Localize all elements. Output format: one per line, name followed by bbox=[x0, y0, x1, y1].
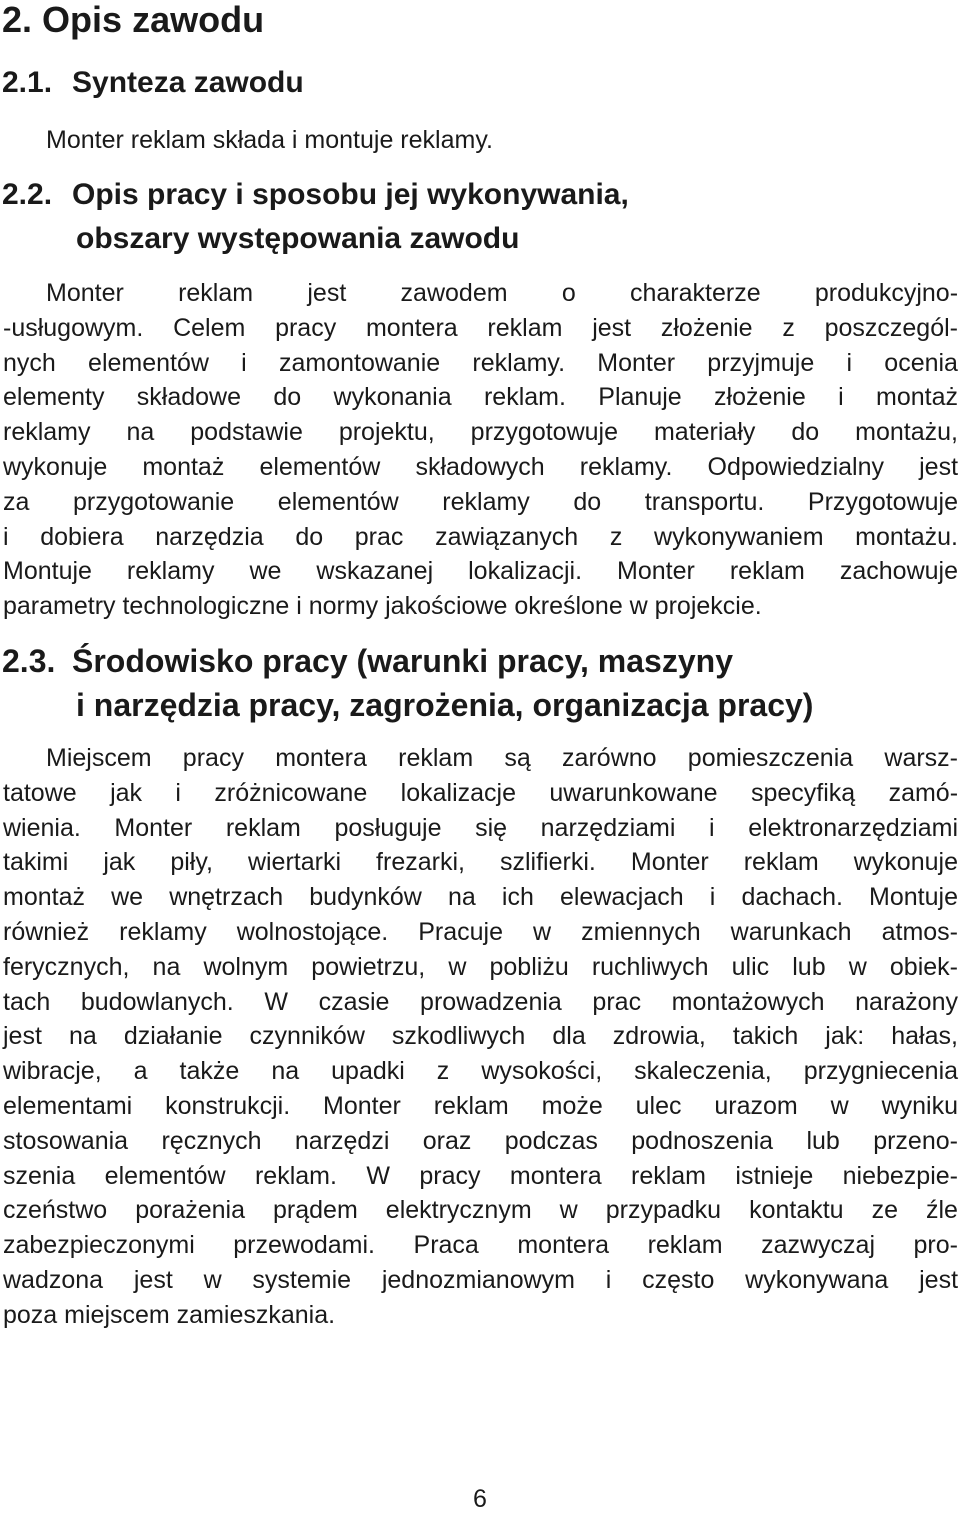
subsection-2-1-heading bbox=[2, 61, 304, 105]
paragraph-line: szenia elementów reklam. W pracy montera reklam istnieje niebezpie- bbox=[3, 1161, 958, 1190]
paragraph-line: za przygotowanie elementów reklamy do transportu. Przygotowuje bbox=[3, 487, 958, 516]
subsection-2-3-title-line1: Środowisko pracy (warunki pracy, maszyny bbox=[72, 643, 733, 679]
subsection-2-1-text: Monter reklam składa i montuje reklamy. bbox=[46, 126, 493, 154]
section-heading bbox=[2, 0, 264, 42]
paragraph-line: Monter reklam jest zawodem o charakterze produkcyjno- bbox=[46, 279, 959, 307]
paragraph-line: reklamy na podstawie projektu, przygotowuje materiały do montażu, bbox=[3, 418, 958, 447]
subsection-2-2-heading bbox=[2, 173, 629, 217]
subsection-2-2-paragraph bbox=[3, 276, 958, 624]
paragraph-line: wienia. Monter reklam posługuje się narzędziami i elektronarzędziami bbox=[3, 813, 959, 842]
subsection-2-3-paragraph bbox=[3, 741, 958, 1333]
page-number: 6 bbox=[473, 1485, 487, 1513]
paragraph-line: stosowania ręcznych narzędzi oraz podczas podnoszenia lub przeno- bbox=[3, 1126, 958, 1155]
paragraph-line: i dobiera narzędzia do prac zawiązanych z wykonywaniem montażu. bbox=[3, 522, 959, 551]
paragraph-line: zabezpieczonymi przewodami. Praca montera reklam zazwyczaj pro- bbox=[3, 1231, 958, 1260]
paragraph-line: poza miejscem zamieszkania. bbox=[3, 1300, 336, 1329]
paragraph-line: czeństwo porażenia prądem elektrycznym w przypadku kontaktu ze źle bbox=[3, 1196, 958, 1225]
paragraph-line: -usługowym. Celem pracy montera reklam jest złożenie z poszczegól- bbox=[3, 313, 958, 342]
subsection-2-3-title-line2: i narzędzia pracy, zagrożenia, organizacja pracy) bbox=[76, 687, 814, 723]
paragraph-line: wykonuje montaż elementów składowych reklamy. Odpowiedzialny jest bbox=[3, 452, 959, 481]
paragraph-line: tach budowlanych. W czasie prowadzenia prac montażowych narażony bbox=[3, 987, 958, 1016]
subsection-2-2-title-line1: Opis pracy i sposobu jej wykonywania, bbox=[72, 178, 629, 211]
paragraph-line: również reklamy wolnostojące. Pracuje w zmiennych warunkach atmos- bbox=[3, 917, 959, 946]
paragraph-line: tatowe jak i zróżnicowane lokalizacje uwarunkowane specyfiką zamó- bbox=[3, 778, 959, 807]
subsection-2-1-title: Synteza zawodu bbox=[72, 66, 304, 99]
paragraph-line: elementy składowe do wykonania reklam. Planuje złożenie i montaż bbox=[3, 383, 958, 412]
subsection-2-1-number: 2.1. bbox=[2, 66, 53, 99]
paragraph-line: takimi jak piły, wiertarki frezarki, szlifierki. Monter reklam wykonuje bbox=[3, 848, 958, 877]
paragraph-line: wibracje, a także na upadki z wysokości, skaleczenia, przygniecenia bbox=[3, 1057, 959, 1086]
paragraph-line: montaż we wnętrzach budynków na ich elewacjach i dachach. Montuje bbox=[3, 883, 958, 912]
section-number: 2. bbox=[2, 0, 33, 40]
section-title: Opis zawodu bbox=[42, 0, 265, 40]
paragraph-line: elementami konstrukcji. Monter reklam może ulec urazom w wyniku bbox=[3, 1091, 958, 1120]
subsection-2-3-number: 2.3. bbox=[2, 643, 56, 679]
paragraph-line: ferycznych, na wolnym powietrzu, w pobliżu ruchliwych ulic lub w obiek- bbox=[3, 952, 958, 981]
paragraph-line: parametry technologiczne i normy jakościowe określone w projekcie. bbox=[3, 592, 762, 621]
subsection-2-2-number: 2.2. bbox=[2, 178, 53, 211]
paragraph-line: Montuje reklamy we wskazanej lokalizacji. Monter reklam zachowuje bbox=[3, 557, 958, 586]
paragraph-line: Miejscem pracy montera reklam są zarówno pomieszczenia warsz- bbox=[46, 744, 959, 772]
paragraph-line: wadzona jest w systemie jednozmianowym i często wykonywana jest bbox=[3, 1265, 959, 1294]
paragraph-line: jest na działanie czynników szkodliwych dla zdrowia, takich jak: hałas, bbox=[3, 1022, 958, 1051]
paragraph-line: nych elementów i zamontowanie reklamy. Monter przyjmuje i ocenia bbox=[3, 348, 958, 377]
subsection-2-3-heading bbox=[2, 639, 733, 683]
subsection-2-2-title-line2: obszary występowania zawodu bbox=[76, 222, 520, 255]
